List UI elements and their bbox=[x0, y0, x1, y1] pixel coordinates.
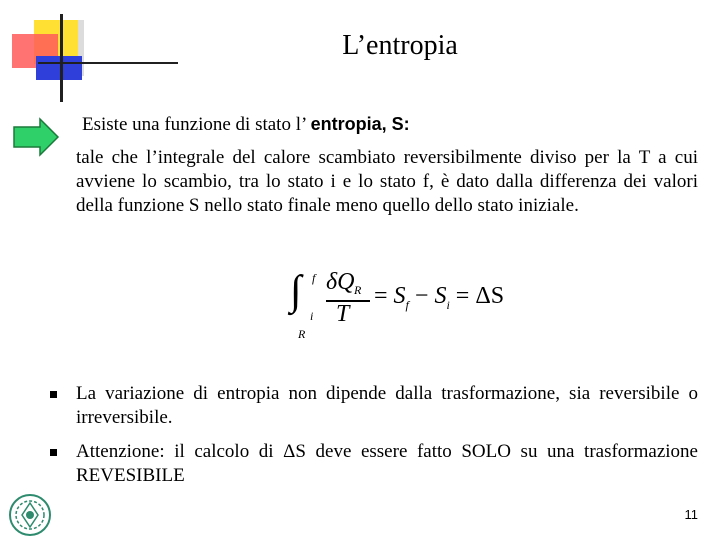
rhs-equals: = bbox=[374, 283, 394, 309]
intro-bold: entropia, S: bbox=[310, 114, 410, 134]
numerator-subscript: R bbox=[354, 283, 362, 297]
integral-sign: ∫ bbox=[290, 268, 302, 314]
rhs-sub-f: f bbox=[405, 298, 409, 312]
intro-text: Esiste una funzione di stato l’ bbox=[82, 114, 311, 135]
formula-rhs bbox=[374, 283, 504, 313]
fraction-denominator: T bbox=[336, 301, 350, 327]
bullet-text: La variazione di entropia non dipende dalla trasformazione, sia reversibile o irreversibile. bbox=[76, 383, 698, 428]
deco-horizontal-line bbox=[38, 62, 178, 64]
bullet-square-icon bbox=[50, 391, 57, 398]
definition-paragraph: tale che l’integrale del calore scambiato reversibilmente diviso per la T a cui avviene lo scambio, tra lo stato i e lo stato f, è dato dalla differenza dei valori della funzione S nello stato finale meno quello dello stato iniziale. bbox=[76, 147, 698, 216]
deco-blue-block bbox=[36, 56, 82, 80]
rhs-s-initial: S bbox=[434, 283, 447, 309]
entropy-formula bbox=[290, 265, 530, 343]
bullet-text: Attenzione: il calcolo di ΔS deve essere fatto SOLO su una trasformazione REVESIBILE bbox=[76, 441, 698, 486]
intro-line bbox=[82, 112, 410, 137]
rhs-minus: − bbox=[408, 283, 435, 309]
integral-upper-limit: f bbox=[312, 271, 316, 285]
page-number: 11 bbox=[684, 507, 698, 522]
arrow-right-icon bbox=[12, 117, 60, 157]
integral-lower-limit: i bbox=[310, 309, 314, 323]
slide-title: L’entropia bbox=[342, 30, 458, 61]
fraction-numerator: δQ bbox=[326, 269, 355, 295]
bullet-square-icon bbox=[50, 449, 57, 456]
rhs-sub-i: i bbox=[446, 298, 450, 312]
rhs-s-final: S bbox=[393, 283, 406, 309]
university-seal-icon bbox=[8, 493, 52, 537]
rhs-delta-s: = ΔS bbox=[449, 283, 505, 309]
deco-vertical-line bbox=[60, 14, 63, 102]
integral-path: R bbox=[298, 327, 306, 341]
